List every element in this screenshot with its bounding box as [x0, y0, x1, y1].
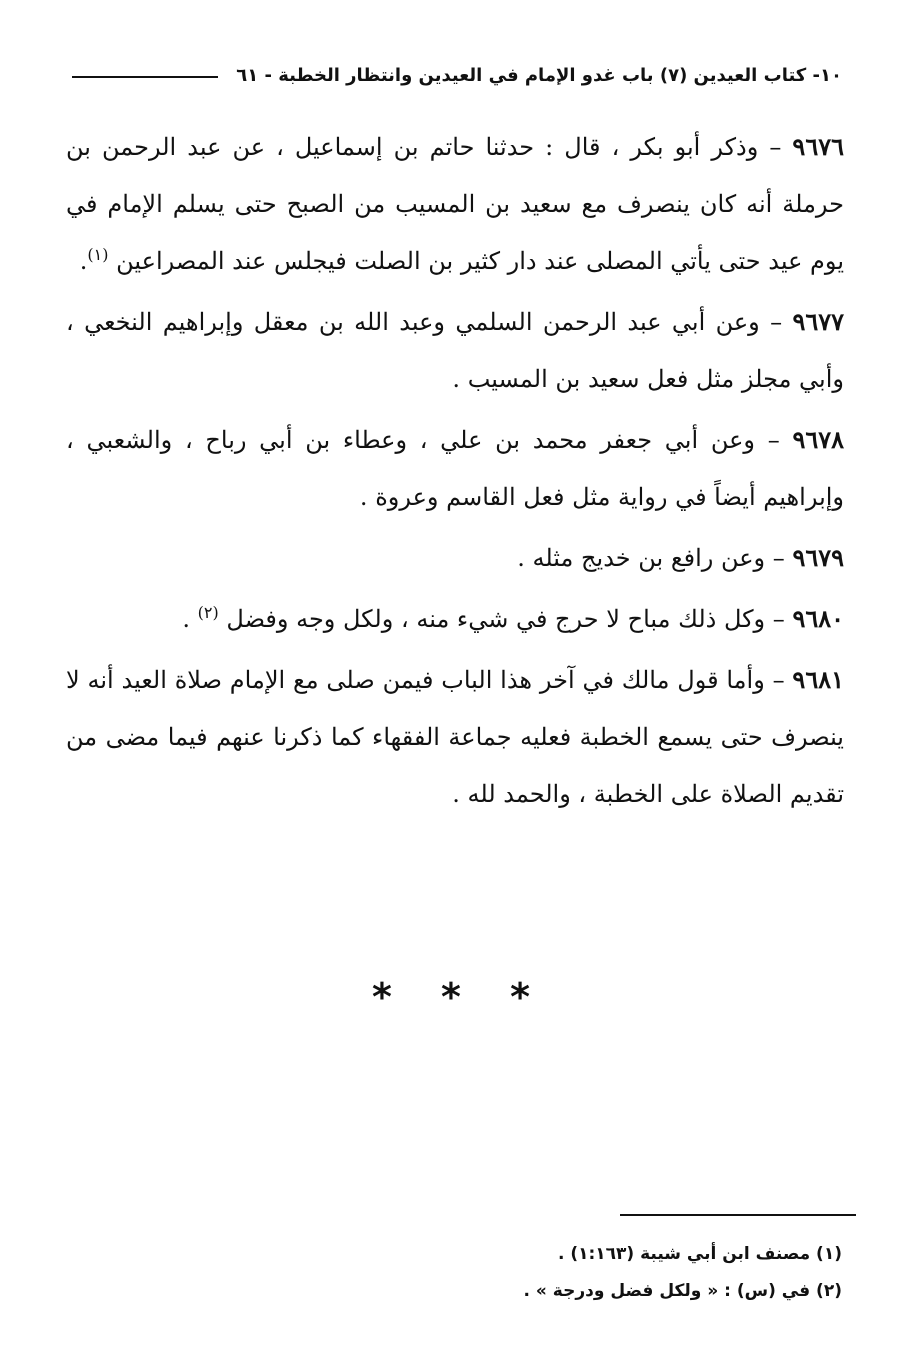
paragraph-text: وذكر أبو بكر ، قال : حدثنا حاتم بن إسماعيل ، عن عبد الرحمن بن حرملة أنه كان ينصرف مع سعيد بن المسيب من الصبح حتى يسلم الإمام في يوم عيد حتى يأتي المصلى عند دار كثير بن الصلت فيجلس عند المصراعين	[66, 133, 844, 275]
footnotes	[66, 1236, 842, 1310]
main-text	[66, 118, 844, 823]
paragraph-end-mark: .	[452, 365, 461, 393]
paragraph-number: ٩٦٧٦	[792, 132, 844, 161]
paragraph-text: وأما قول مالك في آخر هذا الباب فيمن صلى مع الإمام صلاة العيد أنه لا ينصرف حتى يسمع الخطبة فعليه جماعة الفقهاء كما ذكرنا عنهم فيما مضى من تقديم الصلاة على الخطبة ، والحمد لله	[66, 666, 844, 808]
paragraph-text: وعن أبي جعفر محمد بن علي ، وعطاء بن أبي رباح ، والشعبي ، وإبراهيم أيضاً في رواية مثل فعل القاسم وعروة	[66, 426, 844, 511]
footnote-reference: (٢)	[197, 603, 219, 622]
paragraph-9678	[66, 411, 844, 526]
section-separator: * * *	[371, 975, 549, 1019]
running-head	[72, 58, 842, 92]
paragraph-end-mark: .	[359, 483, 368, 511]
paragraph-text: وعن أبي عبد الرحمن السلمي وعبد الله بن معقل وإبراهيم النخعي ، وأبي مجلز مثل فعل سعيد بن المسيب	[66, 308, 844, 393]
paragraph-end-mark: .	[182, 605, 191, 633]
paragraph-number: ٩٦٧٨	[792, 425, 844, 454]
paragraph-end-mark: .	[517, 544, 525, 572]
paragraph-number: ٩٦٨١	[792, 665, 844, 694]
header-rule	[72, 76, 218, 78]
footnote-1: (١) مصنف ابن أبي شيبة (١:١٦٣) .	[557, 1244, 842, 1264]
paragraph-end-mark: .	[452, 780, 460, 808]
footnote-2: (٢) في (س) : « ولكل فضل ودرجة » .	[523, 1281, 842, 1301]
paragraph-text: وكل ذلك مباح لا حرج في شيء منه ، ولكل وجه وفضل	[226, 605, 766, 633]
footnote-rule	[620, 1214, 856, 1216]
paragraph-9681	[66, 651, 844, 823]
paragraph-dash: –	[772, 666, 785, 694]
paragraph-9676	[66, 118, 844, 290]
paragraph-number: ٩٦٧٩	[792, 543, 844, 572]
paragraph-end-mark: .	[79, 247, 88, 275]
paragraph-dash: –	[770, 308, 783, 336]
running-head-title: ١٠- كتاب العيدين (٧) باب غدو الإمام في العيدين وانتظار الخطبة - ٦١	[236, 64, 842, 86]
paragraph-dash: –	[767, 426, 780, 454]
paragraph-9680	[66, 590, 844, 648]
paragraph-number: ٩٦٧٧	[792, 307, 845, 336]
paragraph-dash: –	[772, 544, 785, 572]
paragraph-9677	[66, 293, 844, 408]
paragraph-dash: –	[772, 605, 785, 633]
footnote-reference: (١)	[87, 245, 109, 264]
paragraph-9679	[66, 529, 844, 587]
paragraph-dash: –	[769, 133, 782, 161]
paragraph-text: وعن رافع بن خديج مثله	[532, 544, 766, 572]
paragraph-number: ٩٦٨٠	[792, 604, 844, 633]
